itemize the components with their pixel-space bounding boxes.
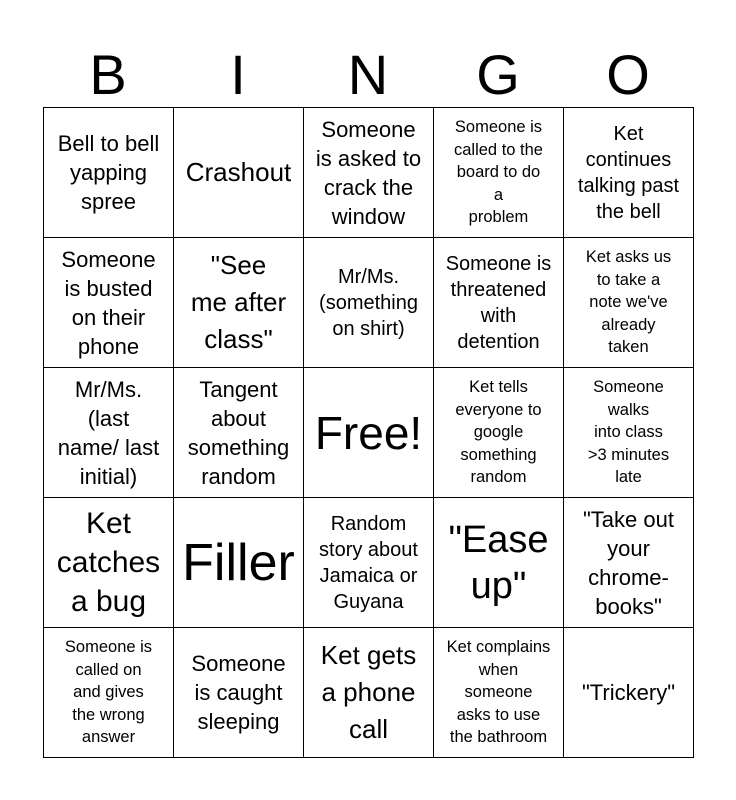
cell-text: "Trickery" (581, 680, 676, 705)
cell-text: "See me after class" (190, 250, 287, 354)
cell-text: Mr/Ms. (last name/ last initial) (57, 376, 160, 489)
cell-text: "Ease up" (448, 518, 549, 607)
bingo-cell-r3c2[interactable] (174, 368, 304, 498)
header-letter-n: N (347, 43, 389, 106)
bingo-cell-r2c5[interactable] (564, 238, 694, 368)
cell-text: Ket tells everyone to google something random (455, 378, 542, 487)
cell-text: Tangent about something random (187, 376, 290, 489)
bingo-cell-r4c3[interactable] (304, 498, 434, 628)
cell-text: Ket complains when someone asks to use the bathroom (446, 638, 551, 747)
bingo-cell-r5c3[interactable] (304, 628, 434, 758)
bingo-cell-r3c4[interactable] (434, 368, 564, 498)
bingo-board (43, 107, 694, 758)
bingo-cell-r3c1[interactable] (44, 368, 174, 498)
cell-text: Someone is busted on their phone (61, 246, 156, 359)
cell-text: Someone is threatened with detention (445, 252, 552, 353)
cell-text: Crashout (185, 157, 292, 187)
cell-text: Ket gets a phone call (320, 640, 417, 744)
bingo-cell-r3c5[interactable] (564, 368, 694, 498)
bingo-cell-r1c5[interactable] (564, 108, 694, 238)
cell-text: Bell to bell yapping spree (57, 131, 160, 214)
cell-text: Someone is asked to crack the window (315, 116, 422, 229)
cell-text: Ket continues talking past the bell (577, 122, 680, 223)
cell-text: Filler (182, 533, 295, 592)
cell-text: Someone is caught sleeping (191, 651, 286, 734)
bingo-cell-r2c3[interactable] (304, 238, 434, 368)
cell-text: Someone is called to the board to do a problem (454, 118, 543, 227)
bingo-cell-r2c4[interactable] (434, 238, 564, 368)
bingo-cell-r1c3[interactable] (304, 108, 434, 238)
cell-text: Someone is called on and gives the wrong answer (64, 638, 153, 747)
bingo-cell-r4c5[interactable] (564, 498, 694, 628)
cell-text: Someone walks into class >3 minutes late (587, 378, 670, 487)
cell-text: Free! (314, 406, 423, 459)
bingo-cell-r4c4[interactable] (434, 498, 564, 628)
bingo-cell-r1c4[interactable] (434, 108, 564, 238)
cell-text: "Take out your chrome- books" (583, 506, 674, 619)
bingo-cell-r5c5[interactable] (564, 628, 694, 758)
bingo-cell-r4c1[interactable] (44, 498, 174, 628)
bingo-cell-r5c2[interactable] (174, 628, 304, 758)
bingo-cell-r5c4[interactable] (434, 628, 564, 758)
header-letter-b: B (89, 43, 127, 106)
header-letter-o: O (606, 43, 650, 106)
bingo-cell-r1c1[interactable] (44, 108, 174, 238)
bingo-cell-free[interactable] (304, 368, 434, 498)
bingo-cell-r2c1[interactable] (44, 238, 174, 368)
header-letter-g: G (476, 43, 520, 106)
bingo-header (43, 44, 693, 106)
bingo-cell-r1c2[interactable] (174, 108, 304, 238)
bingo-cell-r2c2[interactable] (174, 238, 304, 368)
cell-text: Ket catches a bug (56, 507, 161, 618)
bingo-cell-r5c1[interactable] (44, 628, 174, 758)
cell-text: Ket asks us to take a note we've already taken (585, 248, 672, 357)
cell-text: Mr/Ms. (something on shirt) (319, 265, 418, 340)
cell-text: Random story about Jamaica or Guyana (319, 512, 418, 613)
bingo-cell-r4c2[interactable] (174, 498, 304, 628)
header-letter-i: I (230, 43, 246, 106)
